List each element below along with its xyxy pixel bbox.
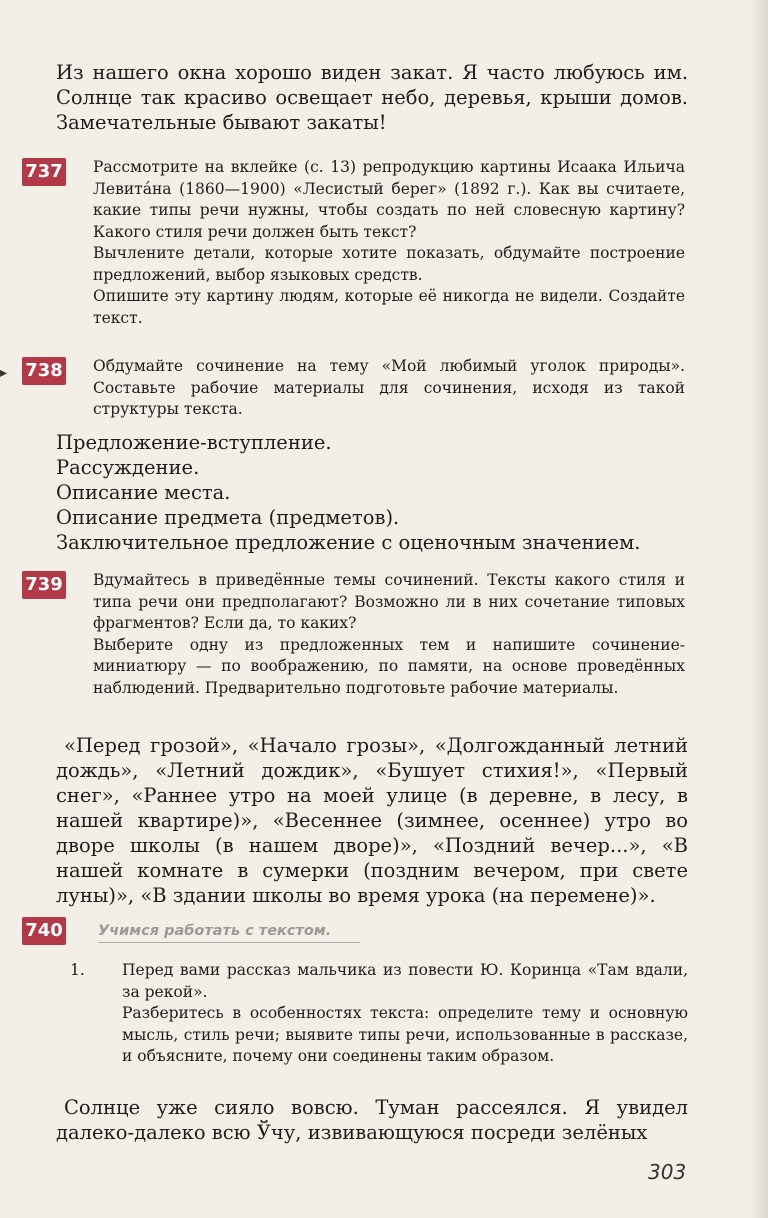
exercise-737-text	[93, 157, 685, 329]
essay-topics: «Перед грозой», «Начало грозы», «Долгожданный летний дождь», «Летний дождик», «Бушует стихия!», «Первый снег», «Раннее утро на моей улице (в деревне, в лесу, в нашей квартире)», «Весеннее (зимнее, осеннее) утро во дворе школы (в нашем дворе)», «Поздний вечер...», «В нашей комнате в сумерки (поздним вечером, при свете луны)», «В здании школы во время урока (на перемене)».	[56, 734, 688, 907]
exercise-739-badge: 739	[22, 571, 66, 599]
structure-list	[56, 430, 696, 555]
exercise-740-task-line	[70, 960, 688, 1003]
exercise-737-badge: 737	[22, 158, 66, 186]
structure-item: Заключительное предложение с оценочным значением.	[56, 531, 641, 554]
exercise-740-heading: Учимся работать с текстом.	[98, 920, 360, 943]
structure-item: Описание предмета (предметов).	[56, 506, 400, 529]
exercise-739-text	[93, 570, 685, 699]
exercise-739-paragraph-1: Вдумайтесь в приведённые темы сочинений. Тексты какого стиля и типа речи они предполагают? Возможно ли в них сочетание типовых фрагментов? Если да, то каких?	[93, 571, 685, 632]
page-number: 303	[648, 1160, 687, 1184]
exercise-740-task	[70, 960, 688, 1068]
exercise-737-paragraph-1: Рассмотрите на вклейке (с. 13) репродукцию картины Исаака Ильича Левита́на (1860—1900) «Лесистый берег» (1892 г.). Как вы считаете, какие типы речи нужны, чтобы создать по ней словесную картину? Какого стиля речи должен быть текст?	[93, 158, 685, 241]
intro-paragraph: Из нашего окна хорошо виден закат. Я часто любуюсь им. Солнце так красиво освещает небо, деревья, крыши домов. Замечательные бывают закаты!	[56, 61, 688, 134]
structure-item: Рассуждение.	[56, 456, 200, 479]
structure-item: Предложение-вступление.	[56, 431, 332, 454]
exercise-740-task-paragraph: Разберитесь в особенностях текста: определите тему и основную мысль, стиль речи; выявите типы речи, использованные в рассказе, и объясните, почему они соединены таким образом.	[122, 1004, 688, 1065]
task-intro: Перед вами рассказ мальчика из повести Ю. Коринца «Там вдали, за рекой».	[122, 961, 688, 1001]
story-text: Солнце уже сияло вовсю. Туман рассеялся. Я увидел далеко-далеко всю Ўчу, извивающуюся посреди зелёных	[56, 1096, 688, 1144]
page-edge-shadow	[750, 0, 768, 1218]
margin-marker-icon: ▸	[0, 365, 8, 381]
exercise-738-badge: 738	[22, 357, 66, 385]
exercise-737-paragraph-2: Вычлените детали, которые хотите показать, обдумайте построение предложений, выбор языковых средств.	[93, 244, 685, 284]
structure-item: Описание места.	[56, 481, 231, 504]
exercise-737-paragraph-3: Опишите эту картину людям, которые её никогда не видели. Создайте текст.	[93, 287, 685, 327]
exercise-739-paragraph-2: Выберите одну из предложенных тем и напишите сочинение-миниатюру — по воображению, по памяти, на основе проведённых наблюдений. Предварительно подготовьте рабочие материалы.	[93, 635, 685, 697]
exercise-738-text: Обдумайте сочинение на тему «Мой любимый уголок природы». Составьте рабочие материалы для сочинения, исходя из такой структуры текста.	[93, 357, 685, 418]
task-number: 1.	[70, 961, 85, 979]
exercise-740-badge: 740	[22, 917, 66, 945]
